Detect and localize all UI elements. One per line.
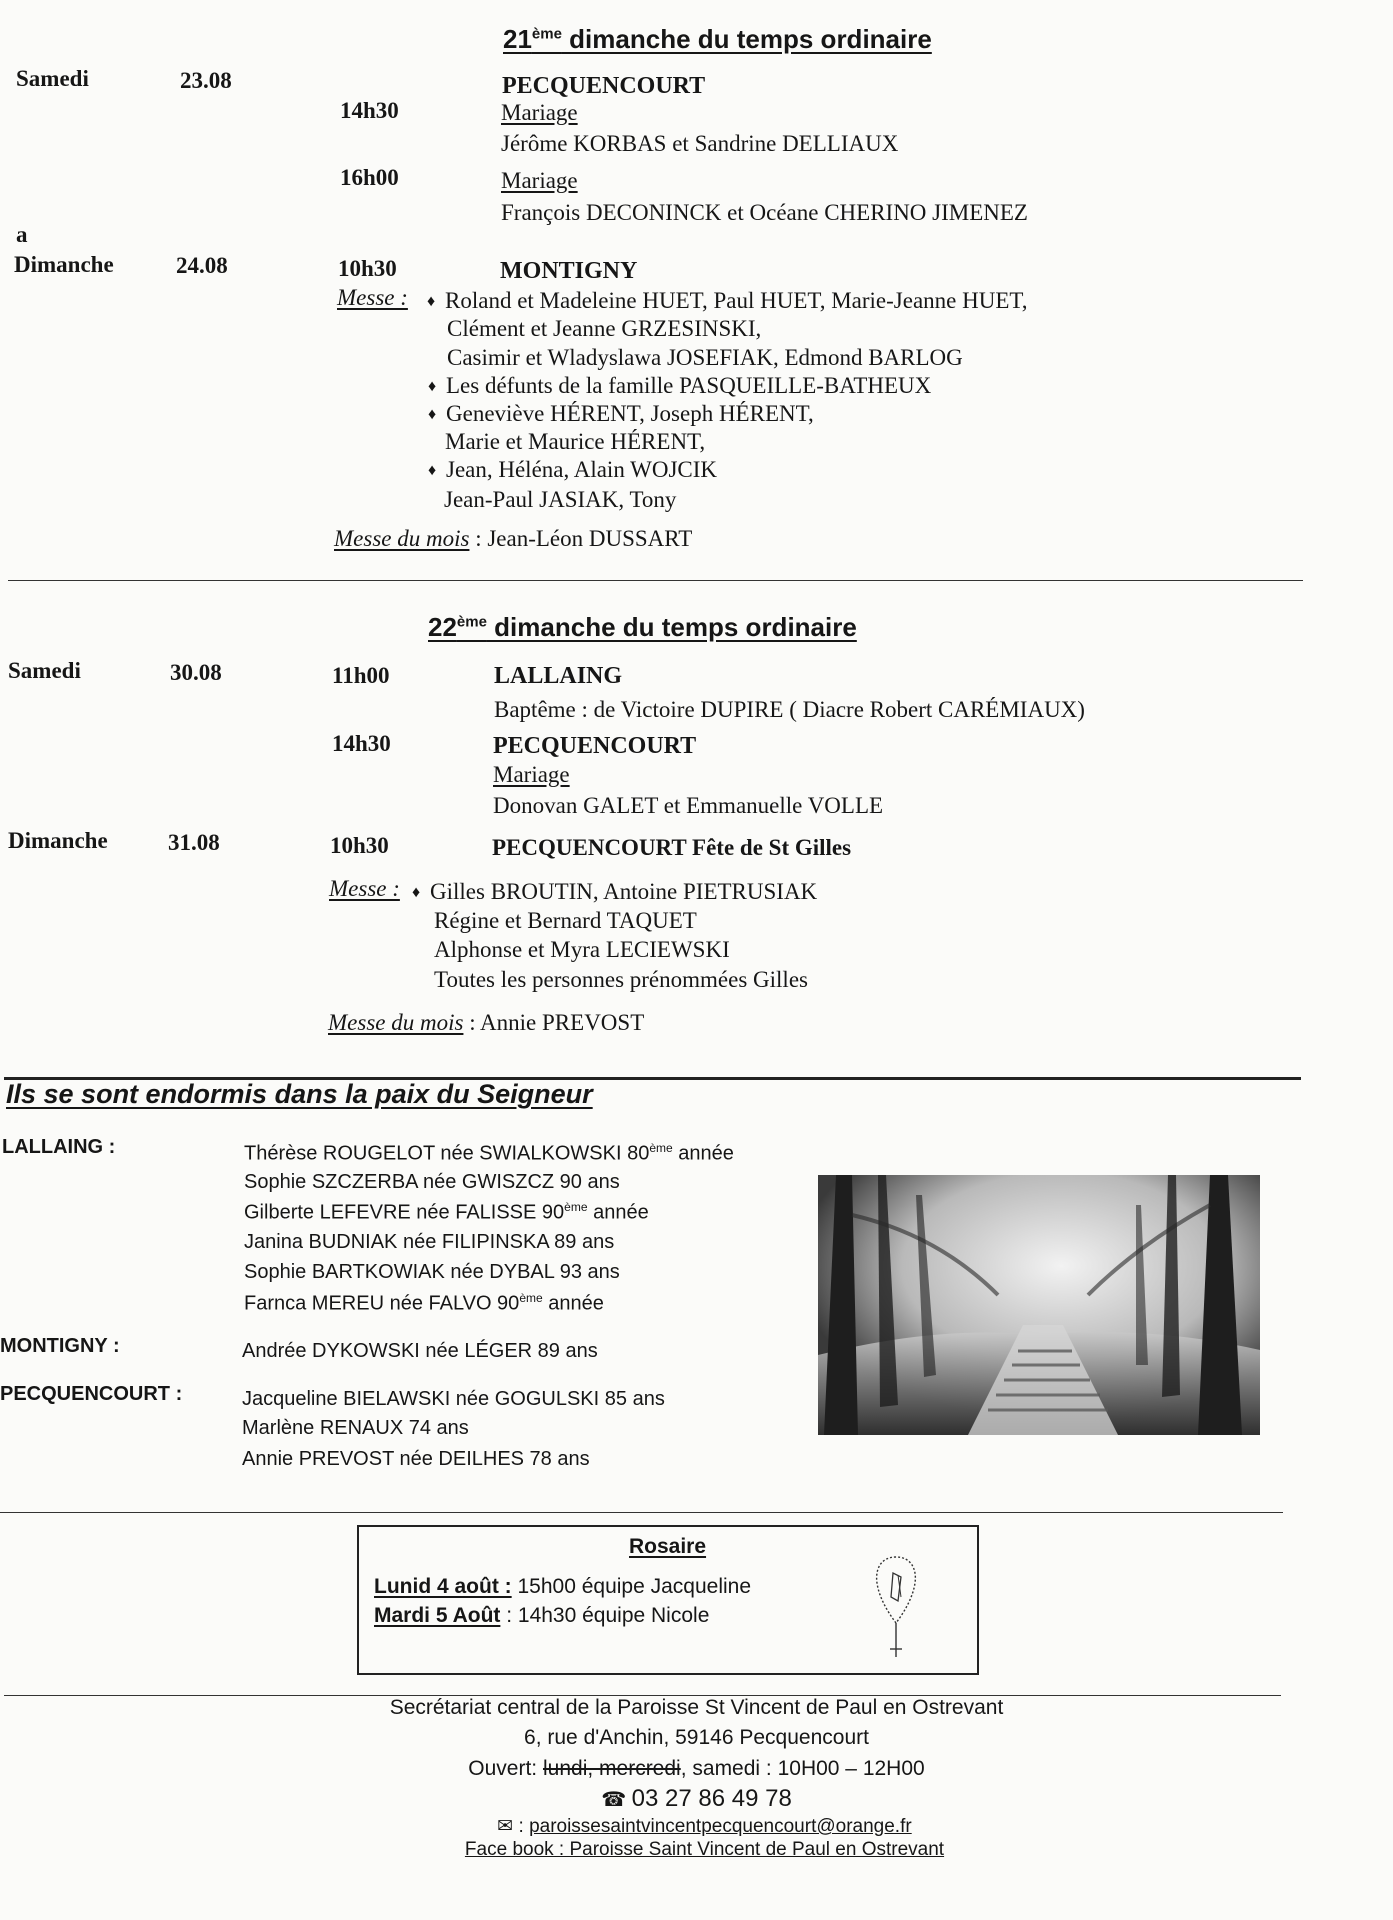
week22-heading: 22ème dimanche du temps ordinaire <box>428 612 857 642</box>
week21-saturday-place: PECQUENCOURT <box>502 73 706 99</box>
week21-saturday-date: 23.08 <box>180 68 232 93</box>
footer-email-line <box>8 1815 1393 1838</box>
week22-intention-2: Régine et Bernard TAQUET <box>434 908 697 933</box>
week21-messe-label: Messe : <box>337 285 408 310</box>
deceased-item: Sophie BARTKOWIAK née DYBAL 93 ans <box>244 1261 620 1283</box>
week21-intention-3: Casimir et Wladyslawa JOSEFIAK, Edmond BARLOG <box>447 345 963 370</box>
rosaire-line-1: Lunid 4 août : 15h00 équipe Jacqueline <box>374 1575 752 1598</box>
week22-messe-mois: Messe du mois : Annie PREVOST <box>328 1010 645 1035</box>
week21-intention-2: Clément et Jeanne GRZESINSKI, <box>447 316 762 341</box>
week22-event2-names: Donovan GALET et Emmanuelle VOLLE <box>493 793 884 818</box>
week21-intention-1: ♦ Roland et Madeleine HUET, Paul HUET, Marie-Jeanne HUET, <box>427 288 1028 313</box>
footer-facebook[interactable]: Face book : Paroisse Saint Vincent de Paul en Ostrevant <box>464 1839 945 1860</box>
envelope-icon: ✉ : <box>497 1816 530 1837</box>
footer-phone: ☎ 03 27 86 49 78 <box>601 1785 792 1812</box>
week21-intention-5: ♦ Geneviève HÉRENT, Joseph HÉRENT, <box>428 401 814 426</box>
week21-messe-mois: Messe du mois : Jean-Léon DUSSART <box>334 526 693 551</box>
week21-sunday-day: Dimanche <box>14 252 114 277</box>
week22-sunday-place: PECQUENCOURT Fête de St Gilles <box>492 835 852 860</box>
praying-hands-rosary-icon <box>871 1553 921 1665</box>
separator-line <box>8 580 1303 581</box>
week21-intention-7: ♦ Jean, Héléna, Alain WOJCIK <box>428 457 718 482</box>
week21-sunday-date: 24.08 <box>176 253 228 278</box>
week22-event1-detail: Baptême : de Victoire DUPIRE ( Diacre Robert CARÉMIAUX) <box>494 697 1085 722</box>
week21-heading: 21ème dimanche du temps ordinaire <box>503 24 932 54</box>
week22-messe-label: Messe : <box>329 876 400 901</box>
week22-event1-place: LALLAING <box>494 663 623 689</box>
week22-saturday-date: 30.08 <box>170 660 222 685</box>
rosaire-box <box>357 1525 979 1675</box>
week21-event1-type: Mariage <box>501 100 578 125</box>
telephone-icon: ☎ <box>601 1789 632 1811</box>
week22-sunday-day: Dimanche <box>8 828 108 853</box>
footer-address: 6, rue d'Anchin, 59146 Pecquencourt <box>524 1726 869 1749</box>
deceased-item: Sophie SZCZERBA née GWISZCZ 90 ans <box>244 1171 620 1193</box>
week22-event2-time: 14h30 <box>332 731 391 756</box>
week22-event2-place: PECQUENCOURT <box>493 733 697 759</box>
week21-sunday-time: 10h30 <box>338 256 397 281</box>
deceased-item: Gilberte LEFEVRE née FALISSE 90ème année <box>244 1200 649 1224</box>
week21-event2-names: François DECONINCK et Océane CHERINO JIMENEZ <box>501 200 1028 225</box>
week22-sunday-time: 10h30 <box>330 833 389 858</box>
footer-secretariat: Secrétariat central de la Paroisse St Vincent de Paul en Ostrevant <box>389 1696 1004 1719</box>
montigny-label: MONTIGNY : <box>0 1335 120 1357</box>
deceased-item: Jacqueline BIELAWSKI née GOGULSKI 85 ans <box>242 1388 665 1410</box>
deceased-title: Ils se sont endormis dans la paix du Seigneur <box>6 1079 593 1109</box>
week21-saturday-day: Samedi <box>16 66 89 91</box>
week21-event2-time: 16h00 <box>340 165 399 190</box>
footer-hours: Ouvert: lundi, mercredi, samedi : 10H00 – 12H00 <box>468 1757 925 1780</box>
rosaire-line-2: Mardi 5 Août : 14h30 équipe Nicole <box>374 1604 710 1627</box>
deceased-item: Andrée DYKOWSKI née LÉGER 89 ans <box>242 1340 598 1362</box>
week21-a-label: a <box>16 222 28 247</box>
week21-sunday-place: MONTIGNY <box>500 258 638 284</box>
bullet-icon: ♦ <box>428 406 437 423</box>
rosaire-title: Rosaire <box>629 1535 707 1558</box>
lallaing-label: LALLAING : <box>2 1136 116 1158</box>
forest-path-image <box>818 1175 1260 1435</box>
deceased-item: Janina BUDNIAK née FILIPINSKA 89 ans <box>244 1231 615 1253</box>
deceased-item: Farnca MEREU née FALVO 90ème année <box>244 1291 604 1315</box>
deceased-item: Thérèse ROUGELOT née SWIALKOWSKI 80ème année <box>244 1141 734 1165</box>
bullet-icon: ♦ <box>428 378 437 395</box>
week21-event1-names: Jérôme KORBAS et Sandrine DELLIAUX <box>501 131 899 156</box>
week21-intention-8: Jean-Paul JASIAK, Tony <box>444 487 677 512</box>
week21-event1-time: 14h30 <box>340 98 399 123</box>
bullet-icon: ♦ <box>412 884 421 901</box>
week22-sunday-date: 31.08 <box>168 830 220 855</box>
bullet-icon: ♦ <box>428 462 437 479</box>
bullet-icon: ♦ <box>427 293 436 310</box>
deceased-item: Annie PREVOST née DEILHES 78 ans <box>242 1448 590 1470</box>
week21-intention-4: ♦ Les défunts de la famille PASQUEILLE-BATHEUX <box>428 373 932 398</box>
week21-event2-type: Mariage <box>501 168 578 193</box>
week21-intention-6: Marie et Maurice HÉRENT, <box>445 429 706 454</box>
footer-email-link[interactable]: paroissesaintvincentpecquencourt@orange.fr <box>529 1816 912 1837</box>
week22-intention-3: Alphonse et Myra LECIEWSKI <box>434 937 730 962</box>
pecquencourt-label: PECQUENCOURT : <box>0 1383 183 1405</box>
week22-saturday-day: Samedi <box>8 658 81 683</box>
separator-line <box>0 1512 1283 1513</box>
week22-event2-type: Mariage <box>493 762 570 787</box>
deceased-item: Marlène RENAUX 74 ans <box>242 1417 469 1439</box>
week22-intention-1: ♦ Gilles BROUTIN, Antoine PIETRUSIAK <box>412 879 818 904</box>
week22-intention-4: Toutes les personnes prénommées Gilles <box>434 967 808 992</box>
week22-event1-time: 11h00 <box>332 663 390 688</box>
